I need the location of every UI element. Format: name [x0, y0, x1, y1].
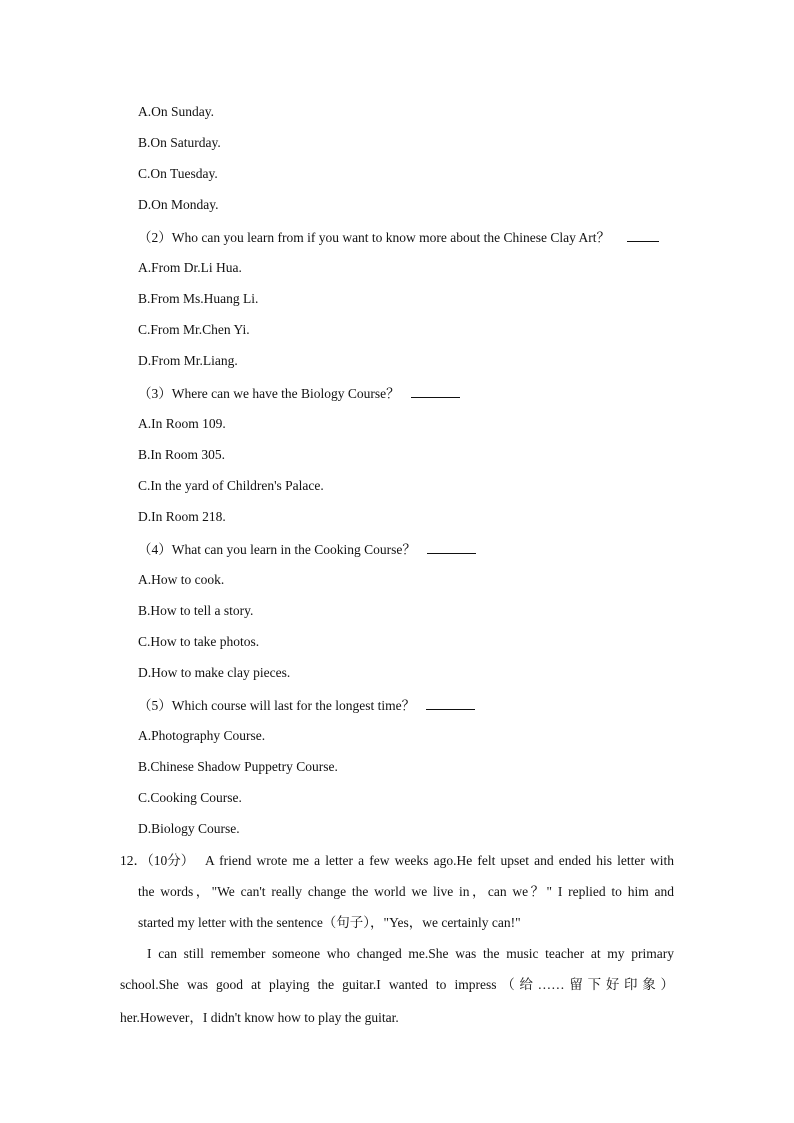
- q1-option-d: D.On Monday.: [138, 197, 219, 212]
- q4-stem: （4）What can you learn in the Cooking Course？: [138, 542, 416, 557]
- q12-paragraph-line-3: her.However，I didn't know how to play the guitar.: [120, 1010, 399, 1025]
- q3-option-a: A.In Room 109.: [138, 416, 226, 431]
- q1-option-c: C.On Tuesday.: [138, 166, 218, 181]
- q2-option-b: B.From Ms.Huang Li.: [138, 291, 259, 306]
- q5-answer-blank[interactable]: [426, 696, 475, 710]
- q3-answer-blank[interactable]: [411, 384, 460, 398]
- q4-question: [138, 540, 476, 559]
- q5-option-a: A.Photography Course.: [138, 728, 266, 743]
- q12-intro-line-1: A friend wrote me a letter a few weeks ago.He felt upset and ended his letter with: [205, 853, 674, 868]
- q2-option-d: D.From Mr.Liang.: [138, 353, 238, 368]
- q12-number: 12．（10分）: [120, 853, 195, 868]
- q5-stem: （5）Which course will last for the longest time？: [138, 698, 416, 713]
- q3-stem: （3）Where can we have the Biology Course？: [138, 386, 400, 401]
- q5-option-d: D.Biology Course.: [138, 821, 240, 836]
- q12-intro-line-2: the words，"We can't really change the world we live in，can we？" I replied to him and: [138, 884, 674, 899]
- q2-option-a: A.From Dr.Li Hua.: [138, 260, 242, 275]
- q1-option-b: B.On Saturday.: [138, 135, 221, 150]
- q4-option-a: A.How to cook.: [138, 572, 225, 587]
- q5-question: [138, 696, 475, 715]
- q2-question: [138, 228, 659, 247]
- q2-option-c: C.From Mr.Chen Yi.: [138, 322, 250, 337]
- q3-option-b: B.In Room 305.: [138, 447, 226, 462]
- q3-option-d: D.In Room 218.: [138, 509, 226, 524]
- q2-answer-blank[interactable]: [627, 228, 659, 242]
- q12-intro-line-3: started my letter with the sentence（句子），"Yes，we certainly can!": [138, 915, 521, 930]
- q12-paragraph-line-1: I can still remember someone who changed me.She was the music teacher at my primary: [147, 946, 674, 961]
- q2-stem: （2）Who can you learn from if you want to know more about the Chinese Clay Art？: [138, 230, 611, 245]
- q1-option-a: A.On Sunday.: [138, 104, 214, 119]
- q4-option-d: D.How to make clay pieces.: [138, 665, 291, 680]
- q4-option-b: B.How to tell a story.: [138, 603, 254, 618]
- q4-answer-blank[interactable]: [427, 540, 476, 554]
- q5-option-c: C.Cooking Course.: [138, 790, 242, 805]
- q3-option-c: C.In the yard of Children's Palace.: [138, 478, 324, 493]
- q3-question: [138, 384, 460, 403]
- q12-paragraph-line-2: school.She was good at playing the guitar.I wanted to impress（给……留下好印象）: [120, 977, 674, 992]
- q5-option-b: B.Chinese Shadow Puppetry Course.: [138, 759, 338, 774]
- q4-option-c: C.How to take photos.: [138, 634, 260, 649]
